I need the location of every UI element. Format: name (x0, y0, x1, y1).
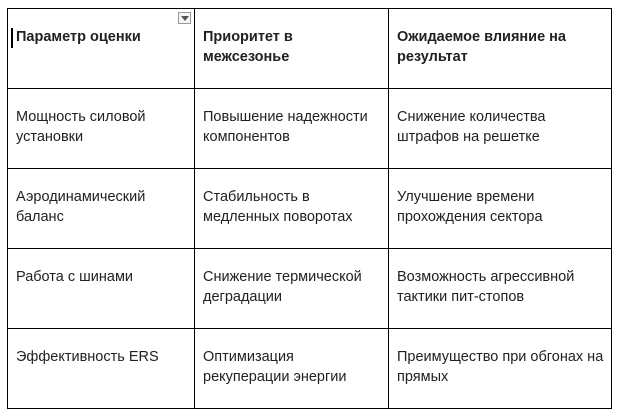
header-cell-priority[interactable] (195, 9, 389, 89)
table-cell[interactable]: Преимущество при обгонах на прямых (389, 329, 612, 409)
table-row (8, 169, 612, 249)
table-cell[interactable]: Снижение термической деградации (195, 249, 389, 329)
table-header-row (8, 9, 612, 89)
header-cell-parameter[interactable] (8, 9, 195, 89)
table-row (8, 89, 612, 169)
table-cell[interactable]: Повышение надежности компонентов (195, 89, 389, 169)
table-cell[interactable]: Улучшение времени прохождения сектора (389, 169, 612, 249)
table-row (8, 249, 612, 329)
table-cell[interactable]: Мощность силовой установки (8, 89, 195, 169)
table-cell[interactable]: Эффективность ERS (8, 329, 195, 409)
dropdown-arrow-icon[interactable] (178, 12, 191, 24)
table-cell[interactable]: Оптимизация рекуперации энергии (195, 329, 389, 409)
table-cell[interactable]: Аэродинамический баланс (8, 169, 195, 249)
data-table (7, 8, 612, 409)
header-label: Ожидаемое влияние на результат (397, 29, 566, 65)
table-cell[interactable]: Стабильность в медленных поворотах (195, 169, 389, 249)
header-label: Параметр оценки (16, 29, 141, 45)
header-label: Приоритет в межсезонье (203, 29, 293, 65)
table-cell[interactable]: Снижение количества штрафов на решетке (389, 89, 612, 169)
header-cell-impact[interactable] (389, 9, 612, 89)
table-cell[interactable]: Работа с шинами (8, 249, 195, 329)
table-row (8, 329, 612, 409)
text-cursor (11, 28, 13, 48)
table-cell[interactable]: Возможность агрессивной тактики пит-стопов (389, 249, 612, 329)
